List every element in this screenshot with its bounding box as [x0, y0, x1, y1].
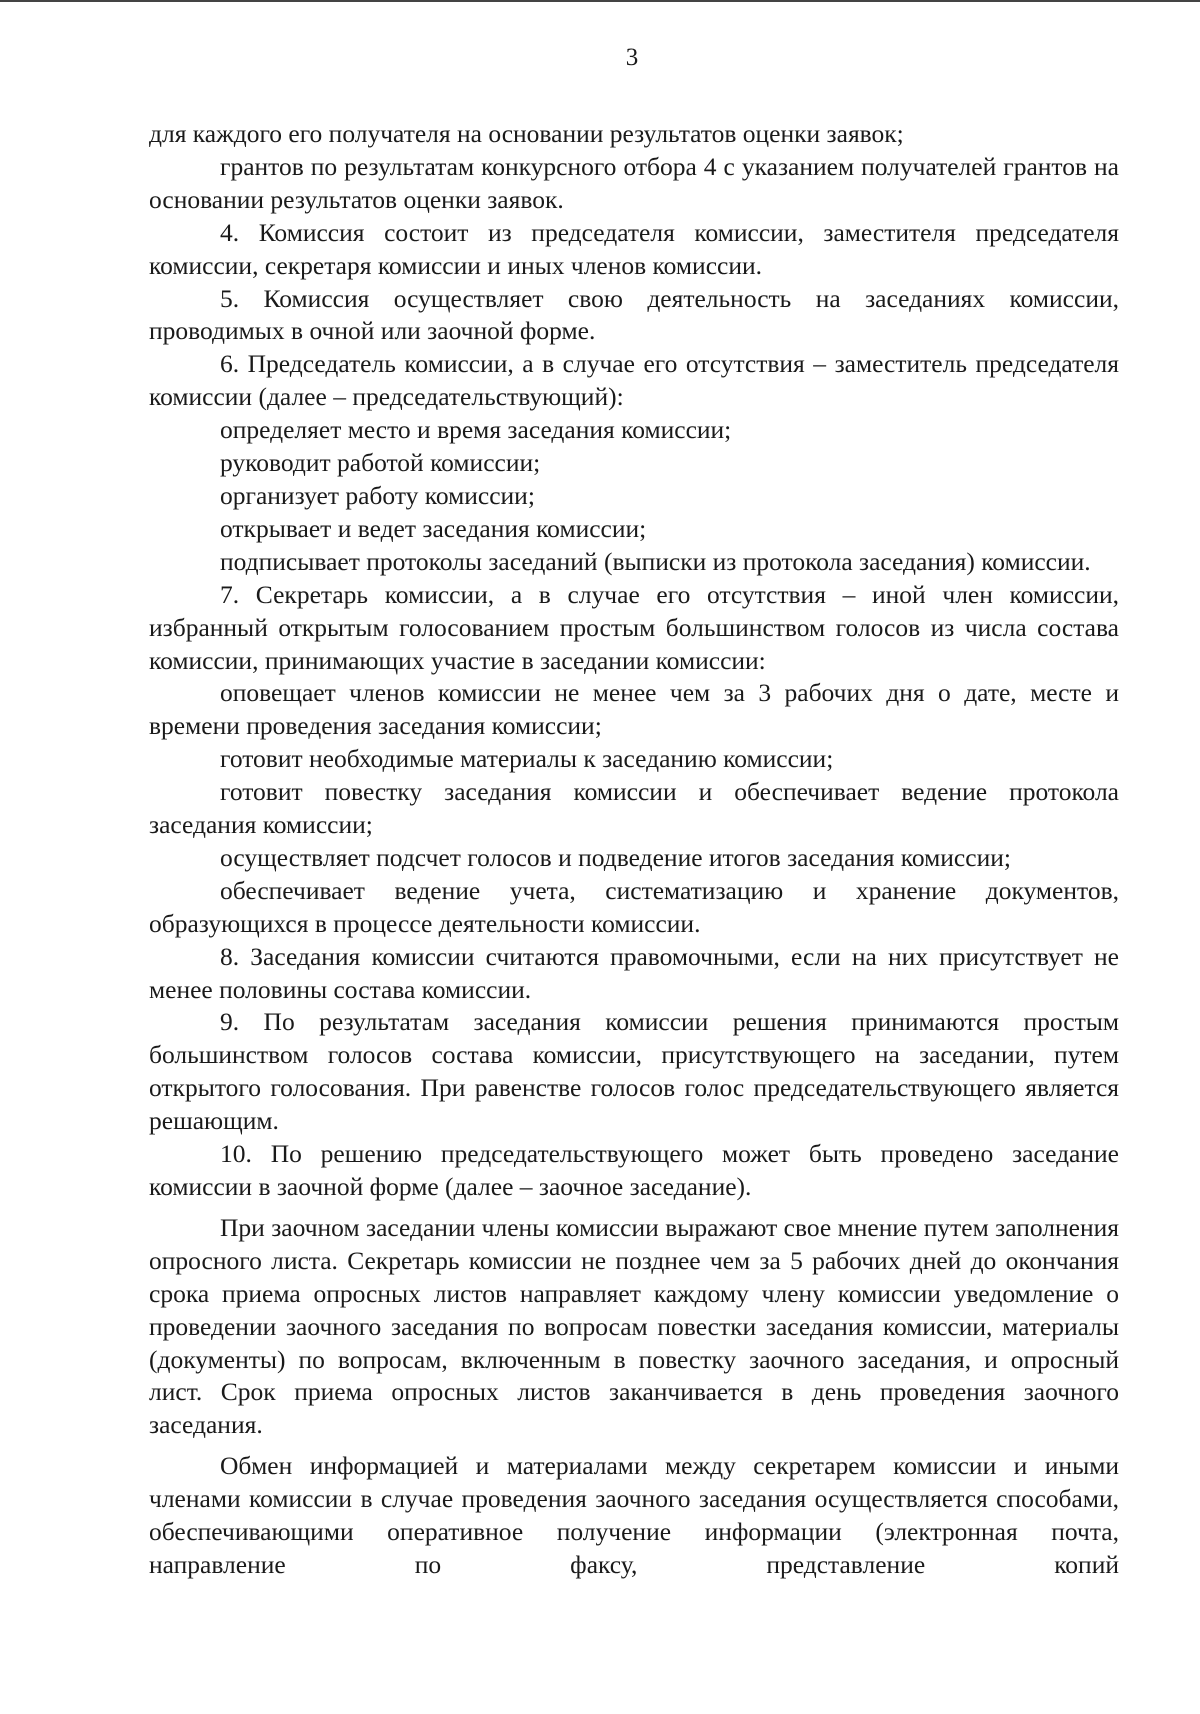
paragraph-4: 5. Комиссия осуществляет свою деятельность на заседаниях комиссии, проводимых в очной или заочной форме.	[149, 283, 1119, 346]
paragraph-12: оповещает членов комиссии не менее чем за 3 рабочих дня о дате, месте и времени проведения заседания комиссии;	[149, 678, 1119, 741]
paragraph-21: Обмен информацией и материалами между секретарем комиссии и иными членами комиссии в случае проведения заочного заседания осуществляется способами, обеспечивающими оперативное получение информации (электронная почта, направление по факсу, представление копий	[149, 1451, 1119, 1579]
paragraph-7: руководит работой комиссии;	[220, 448, 541, 478]
document-body	[149, 118, 1119, 1582]
paragraph-18: 9. По результатам заседания комиссии решения принимаются простым большинством голосов состава комиссии, присутствующего на заседании, путем открытого голосования. При равенстве голосов голос председательствующего является решающим.	[149, 1007, 1119, 1136]
paragraph-10: подписывает протоколы заседаний (выписки из протокола заседания) комиссии.	[220, 546, 1091, 576]
paragraph-15: осуществляет подсчет голосов и подведение итогов заседания комиссии;	[220, 842, 1011, 872]
paragraph-6: определяет место и время заседания комиссии;	[220, 415, 732, 445]
paragraph-20: При заочном заседании члены комиссии выражают свое мнение путем заполнения опросного листа. Секретарь комиссии не позднее чем за 5 рабочих дней до окончания срока приема опросных листов направляет каждому члену комиссии уведомление о проведении заочного заседания по вопросам повестки заседания комиссии, материалы (документы) по вопросам, включенным в повестку заочного заседания, и опросный лист. Срок приема опросных листов заканчивается в день проведения заочного заседания.	[149, 1212, 1119, 1440]
paragraph-9: открывает и ведет заседания комиссии;	[220, 513, 647, 543]
paragraph-19: 10. По решению председательствующего может быть проведено заседание комиссии в заочной форме (далее – заочное заседание).	[149, 1139, 1119, 1201]
paragraph-17: 8. Заседания комиссии считаются правомочными, если на них присутствует не менее половины состава комиссии.	[149, 941, 1119, 1004]
paragraph-14: готовит повестку заседания комиссии и обеспечивает ведение протокола заседания комиссии;	[149, 777, 1119, 840]
page-number: 3	[625, 44, 639, 71]
paragraph-1: для каждого его получателя на основании результатов оценки заявок;	[149, 119, 904, 148]
paragraph-16: обеспечивает ведение учета, систематизацию и хранение документов, образующихся в процессе деятельности комиссии.	[149, 875, 1119, 938]
page-top-border	[0, 0, 1200, 2]
paragraph-2: грантов по результатам конкурсного отбора 4 с указанием получателей грантов на основании результатов оценки заявок.	[149, 151, 1119, 214]
paragraph-11: 7. Секретарь комиссии, а в случае его отсутствия – иной член комиссии, избранный открытым голосованием простым большинством голосов из числа состава комиссии, принимающих участие в заседании комиссии:	[149, 579, 1119, 675]
paragraph-13: готовит необходимые материалы к заседанию комиссии;	[220, 744, 834, 774]
paragraph-8: организует работу комиссии;	[220, 480, 535, 510]
paragraph-5: 6. Председатель комиссии, а в случае его отсутствия – заместитель председателя комиссии (далее – председательствующий):	[149, 349, 1119, 412]
paragraph-3: 4. Комиссия состоит из председателя комиссии, заместителя председателя комиссии, секретаря комиссии и иных членов комиссии.	[149, 217, 1119, 280]
